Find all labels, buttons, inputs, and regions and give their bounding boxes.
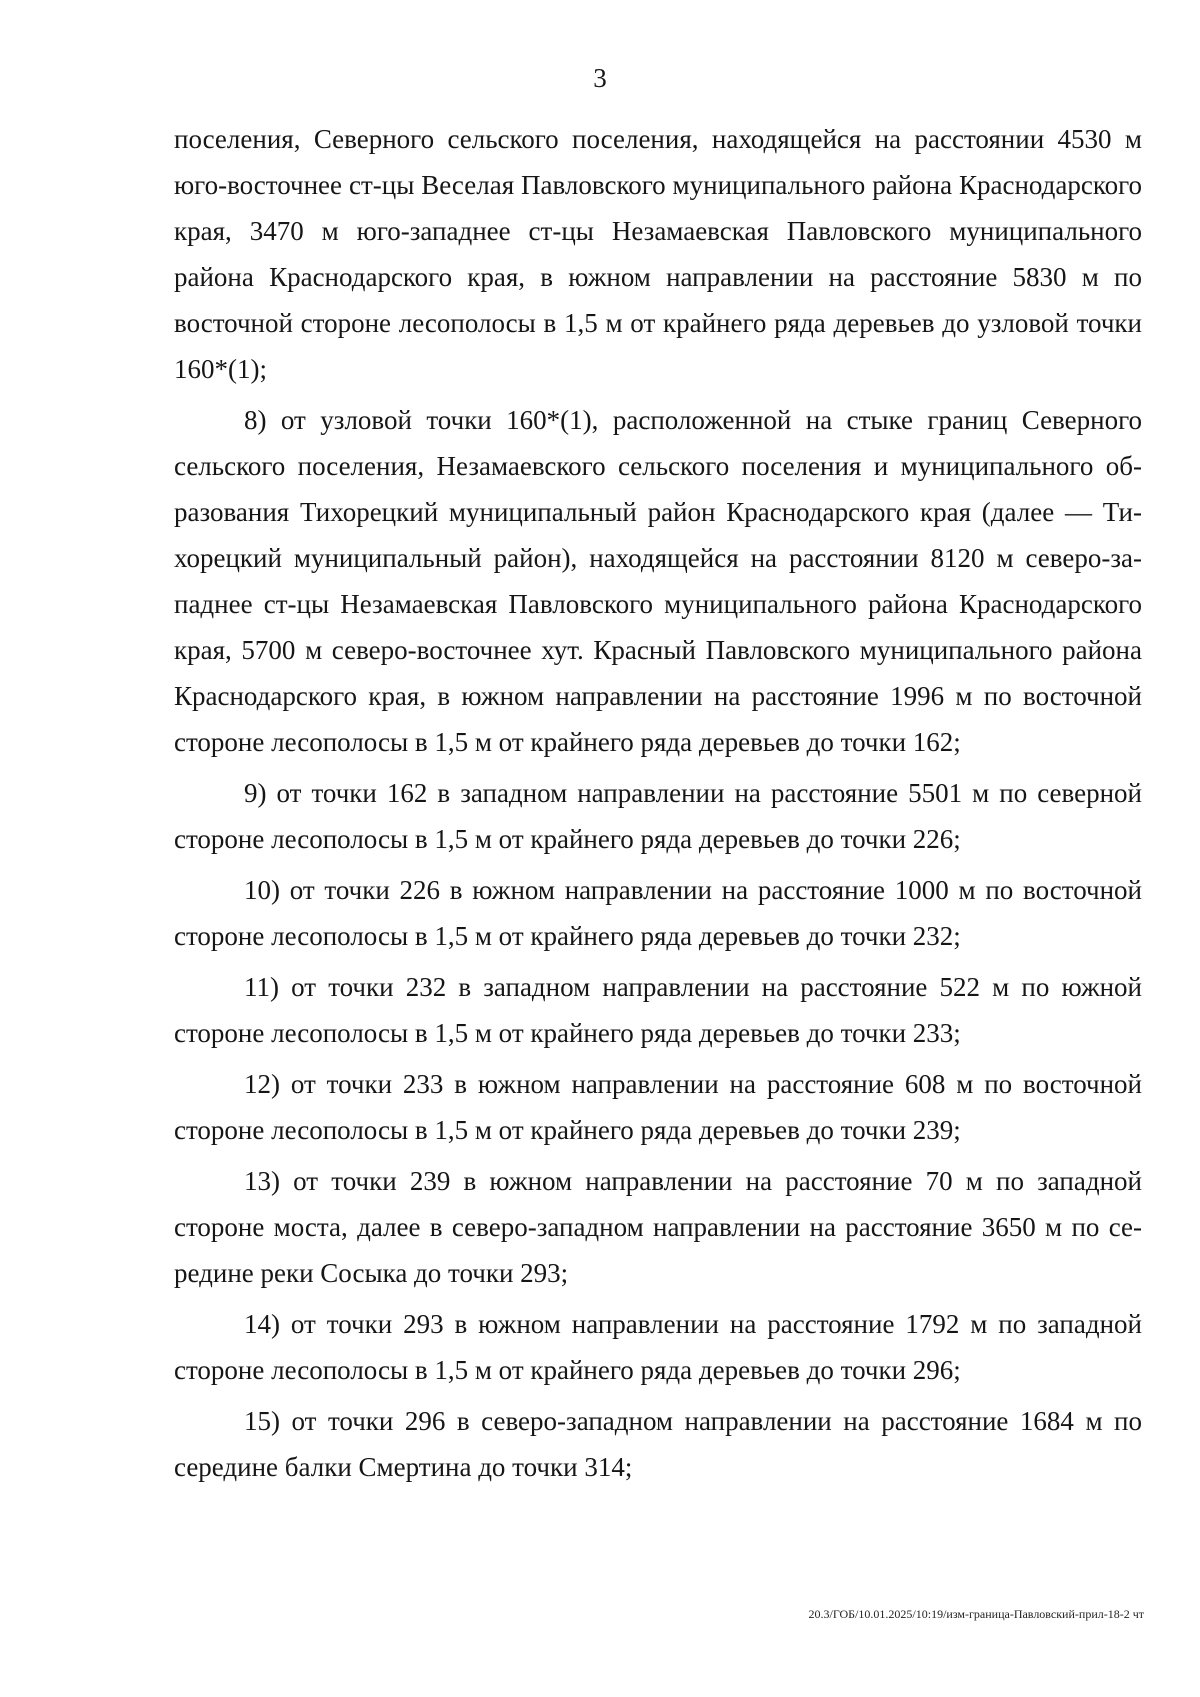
paragraph-continuation: поселения, Северного сельского поселения, находящейся на расстоянии 4530 м юго-восточнее ст-цы Веселая Павловского муниципального района Краснодарского края, 3470 м юго-западнее ст-цы Незамаевская Павловского муниципального района Краснодарского края, в южном направлении на расстояние 5830 м по восточной стороне лесополосы в 1,5 м от крайнего ряда деревьев до узловой точки 160*(1);: [174, 124, 1142, 384]
paragraph-item-13: 13) от точки 239 в южном направлении на расстояние 70 м по западной стороне моста, далее в северо-западном направлении на расстояние 3650 м по середине реки Сосыка до точки 293;: [174, 1166, 1142, 1288]
paragraph-item-9: 9) от точки 162 в западном направлении на расстояние 5501 м по северной стороне лесополосы в 1,5 м от крайнего ряда деревьев до точки 226;: [174, 778, 1142, 854]
paragraph-item-8: 8) от узловой точки 160*(1), расположенной на стыке границ Северного сельского поселения, Незамаевского сельского поселения и муниципального образования Тихорецкий муниципальный район Краснодарского края (далее — Тихорецкий муниципальный район), находящейся на расстоянии 8120 м северо-западнее ст-цы Незамаевская Павловского муниципального района Краснодарского края, 5700 м северо-восточнее хут. Красный Павловского муниципального района Краснодарского края, в южном направлении на расстояние 1996 м по восточной стороне лесополосы в 1,5 м от крайнего ряда деревьев до точки 162;: [174, 405, 1142, 757]
document-footer-code: 20.3/ГОБ/10.01.2025/10:19/изм-граница-Павловский-прил-18-2 чт: [808, 1607, 1144, 1621]
page-number: 3: [593, 63, 607, 93]
paragraph-item-14: 14) от точки 293 в южном направлении на расстояние 1792 м по западной стороне лесополосы в 1,5 м от крайнего ряда деревьев до точки 296;: [174, 1309, 1142, 1385]
paragraph-item-10: 10) от точки 226 в южном направлении на расстояние 1000 м по восточной стороне лесополосы в 1,5 м от крайнего ряда деревьев до точки 232;: [174, 875, 1142, 951]
paragraph-item-11: 11) от точки 232 в западном направлении на расстояние 522 м по южной стороне лесополосы в 1,5 м от крайнего ряда деревьев до точки 233;: [174, 972, 1142, 1048]
paragraph-item-12: 12) от точки 233 в южном направлении на расстояние 608 м по восточной стороне лесополосы в 1,5 м от крайнего ряда деревьев до точки 239;: [174, 1069, 1142, 1145]
document-body: [174, 116, 1142, 1495]
paragraph-item-15: 15) от точки 296 в северо-западном направлении на расстояние 1684 м по середине балки Смертина до точки 314;: [174, 1406, 1142, 1482]
